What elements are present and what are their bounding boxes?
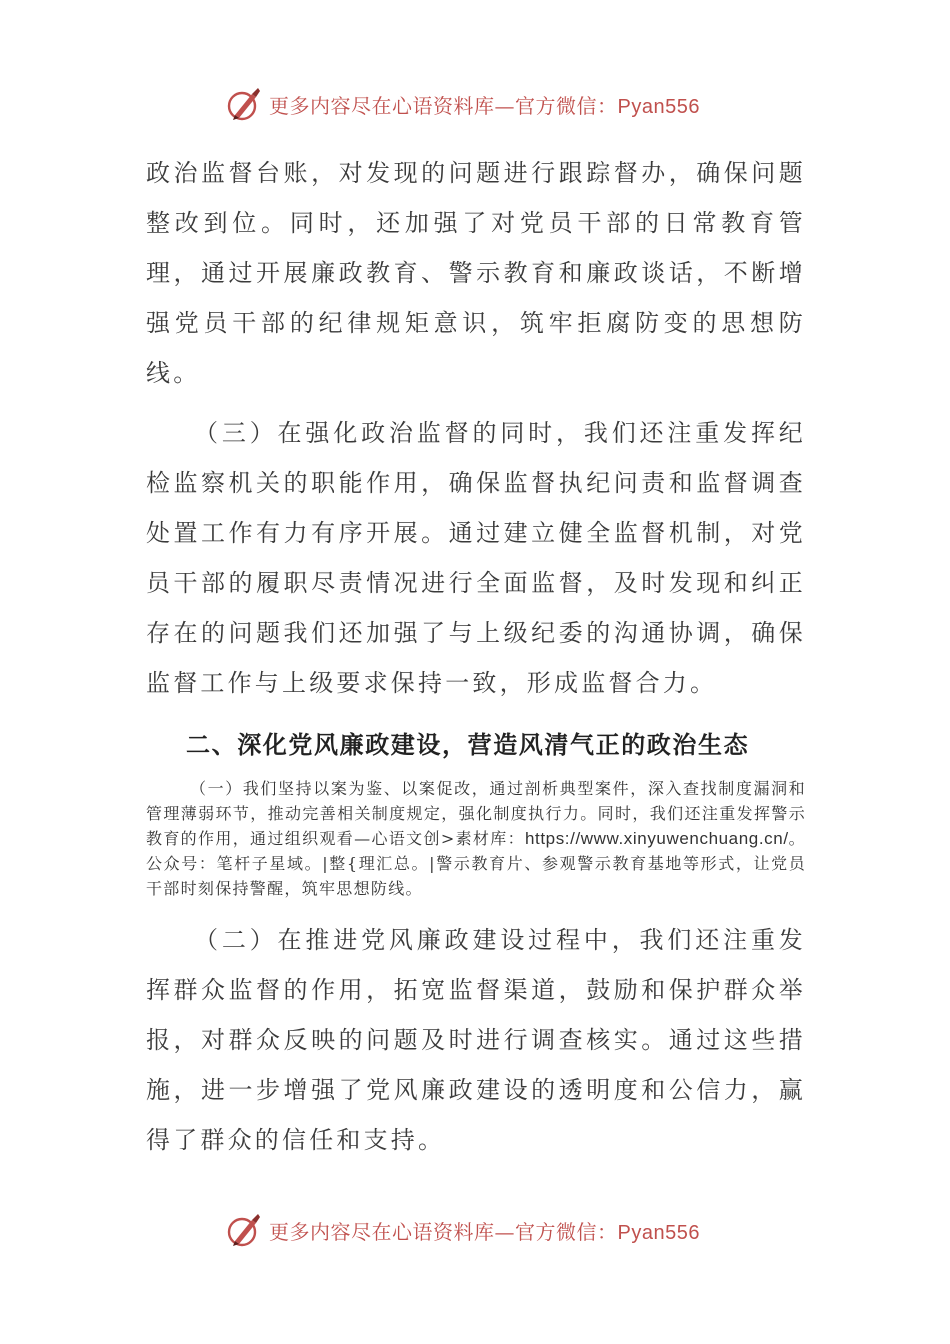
document-body bbox=[146, 148, 806, 1165]
paragraph-2: （三）在强化政治监督的同时，我们还注重发挥纪检监察机关的职能作用，确保监督执纪问责和监督调查处置工作有力有序开展。通过建立健全监督机制，对党员干部的履职尽责情况进行全面监督，及时发现和纠正存在的问题我们还加强了与上级纪委的沟通协调，确保监督工作与上级要求保持一致，形成监督合力。 bbox=[146, 419, 806, 697]
paragraph-3: （二）在推进党风廉政建设过程中，我们还注重发挥群众监督的作用，拓宽监督渠道，鼓励和保护群众举报，对群众反映的问题及时进行调查核实。通过这些措施，进一步增强了党风廉政建设的透明度和公信力，赢得了群众的信任和支持。 bbox=[146, 926, 806, 1154]
banner-text: 更多内容尽在心语资料库—官方微信：Pyan556 bbox=[269, 1219, 700, 1244]
pen-logo-icon bbox=[225, 1211, 263, 1249]
header-banner bbox=[225, 84, 745, 124]
banner-text: 更多内容尽在心语资料库—官方微信：Pyan556 bbox=[269, 93, 700, 118]
section-heading-2: 二、深化党风廉政建设，营造风清气正的政治生态 bbox=[186, 731, 750, 759]
pen-logo-icon bbox=[225, 85, 263, 123]
paragraph-1: 政治监督台账，对发现的问题进行跟踪督办，确保问题整改到位。同时，还加强了对党员干部的日常教育管理，通过开展廉政教育、警示教育和廉政谈话，不断增强党员干部的纪律规矩意识，筑牢拒腐防变的思想防线。 bbox=[146, 159, 806, 387]
footer-banner bbox=[225, 1210, 745, 1250]
small-paragraph: （一）我们坚持以案为鉴、以案促改，通过剖析典型案件，深入查找制度漏洞和管理薄弱环节，推动完善相关制度规定，强化制度执行力。同时，我们还注重发挥警示教育的作用，通过组织观看—心语文创>素材库：https://www.xinyuwenchuang.cn/。公众号：笔杆子星域。|整{理汇总。|警示教育片、参观警示教育基地等形式，让党员干部时刻保持警醒，筑牢思想防线。 bbox=[146, 779, 806, 898]
website-url: https://www.xinyuwenchuang.cn/ bbox=[524, 829, 789, 848]
